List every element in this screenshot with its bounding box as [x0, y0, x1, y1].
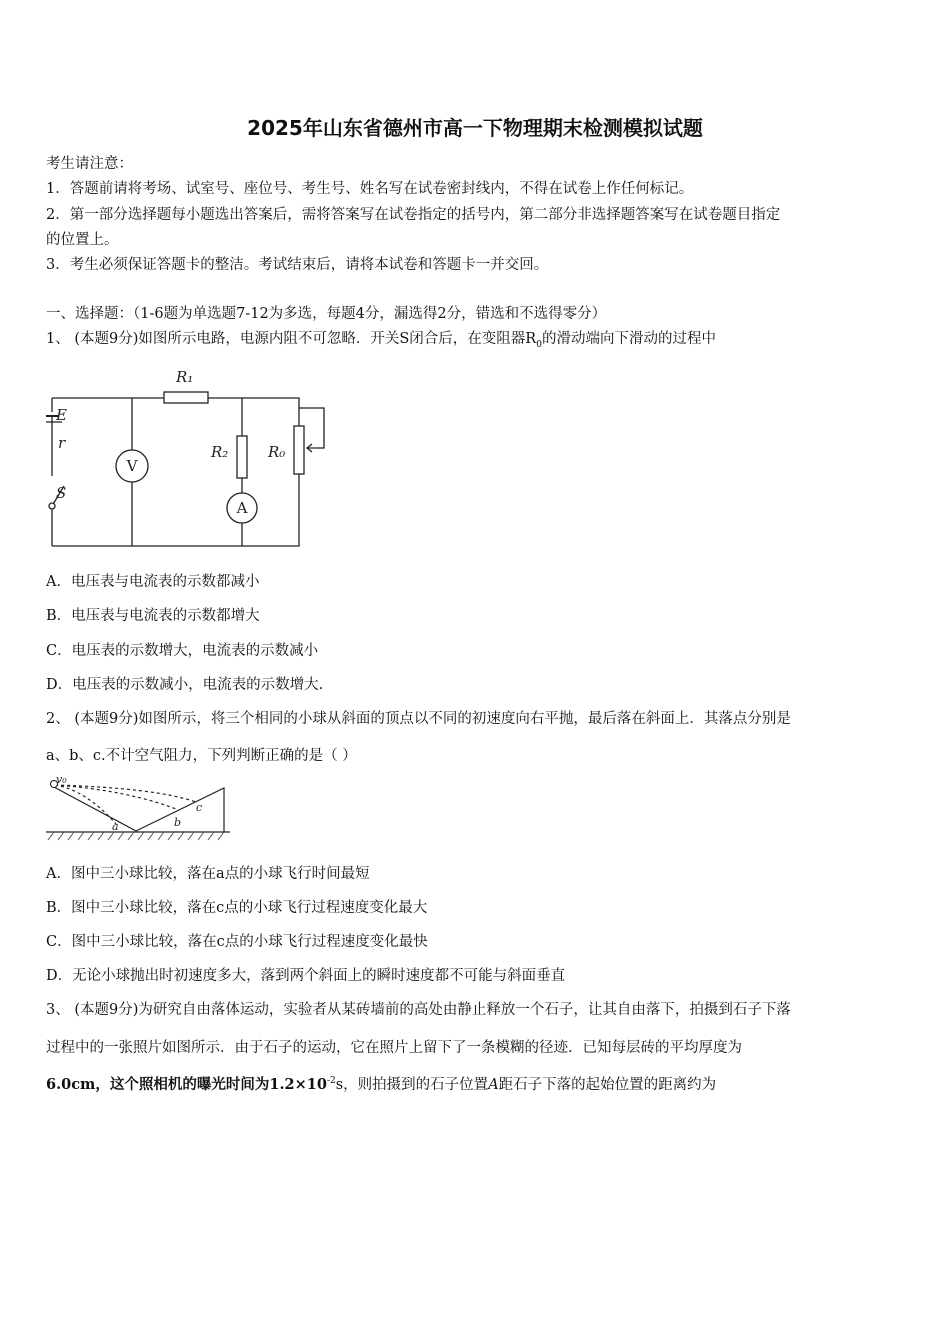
- label-s: S: [56, 484, 67, 502]
- label-e: E: [56, 406, 67, 424]
- q1-option-a: A．电压表与电流表的示数都减小: [46, 574, 260, 590]
- label-r: r: [58, 434, 66, 452]
- label-r0: R₀: [268, 443, 286, 461]
- q1-option-c: C．电压表的示数增大，电流表的示数减小: [46, 643, 319, 659]
- question-3-text-line1: 3、 (本题9分)为研究自由落体运动，实验者从某砖墙前的高处由静止释放一个石子，让其自由落下，拍摄到石子下落: [46, 1002, 791, 1018]
- notice-item-2-cont: 的位置上。: [46, 232, 119, 248]
- label-b: b: [174, 816, 182, 829]
- label-v0: v₀: [56, 774, 67, 786]
- incline-diagram: [46, 774, 236, 842]
- page-title: 2025年山东省德州市高一下物理期末检测模拟试题: [247, 116, 703, 140]
- question-1-text: 1、 (本题9分)如图所示电路，电源内阻不可忽略．开关S闭合后，在变阻器$R_0$的滑动端向下滑动的过程中: [46, 331, 716, 350]
- q1-option-b: B．电压表与电流表的示数都增大: [46, 608, 260, 624]
- q1-option-d: D．电压表的示数减小，电流表的示数增大.: [46, 677, 324, 693]
- label-r1: R₁: [176, 368, 194, 386]
- notice-item-3: 3．考生必须保证答题卡的整洁。考试结束后，请将本试卷和答题卡一并交回。: [46, 257, 549, 273]
- notice-heading: 考生请注意：: [46, 156, 133, 172]
- notice-item-2: 2．第一部分选择题每小题选出答案后，需将答案写在试卷指定的括号内，第二部分非选择题答案写在试卷题目指定: [46, 207, 781, 223]
- q2-option-a: A．图中三小球比较，落在a点的小球飞行时间最短: [46, 866, 370, 882]
- q2-option-c: C．图中三小球比较，落在c点的小球飞行过程速度变化最快: [46, 934, 428, 950]
- question-3-text-line3: 6.0cm，这个照相机的曝光时间为$1.2\times 10^{-2}s$，则拍摄到的石子位置A距石子下落的起始位置的距离约为: [46, 1076, 717, 1093]
- label-r2: R₂: [211, 443, 229, 461]
- circuit-diagram: [46, 358, 336, 553]
- question-2-text-line2: a、b、c.不计空气阻力，下列判断正确的是（ ）: [46, 748, 357, 764]
- q2-option-d: D．无论小球抛出时初速度多大，落到两个斜面上的瞬时速度都不可能与斜面垂直: [46, 968, 566, 984]
- question-2-text-line1: 2、 (本题9分)如图所示，将三个相同的小球从斜面的顶点以不同的初速度向右平抛，最后落在斜面上．其落点分别是: [46, 711, 791, 727]
- label-c: c: [196, 801, 203, 814]
- voltmeter-label: V: [126, 457, 138, 475]
- section-heading: 一、选择题：（1-6题为单选题7-12为多选，每题4分，漏选得2分，错选和不选得零分）: [46, 306, 607, 322]
- q2-option-b: B．图中三小球比较，落在c点的小球飞行过程速度变化最大: [46, 900, 428, 916]
- ammeter-label: A: [236, 499, 248, 517]
- question-3-text-line2: 过程中的一张照片如图所示．由于石子的运动，它在照片上留下了一条模糊的径迹．已知每层砖的平均厚度为: [46, 1040, 742, 1056]
- label-a: a: [112, 820, 119, 833]
- notice-item-1: 1．答题前请将考场、试室号、座位号、考生号、姓名写在试卷密封线内，不得在试卷上作任何标记。: [46, 181, 694, 197]
